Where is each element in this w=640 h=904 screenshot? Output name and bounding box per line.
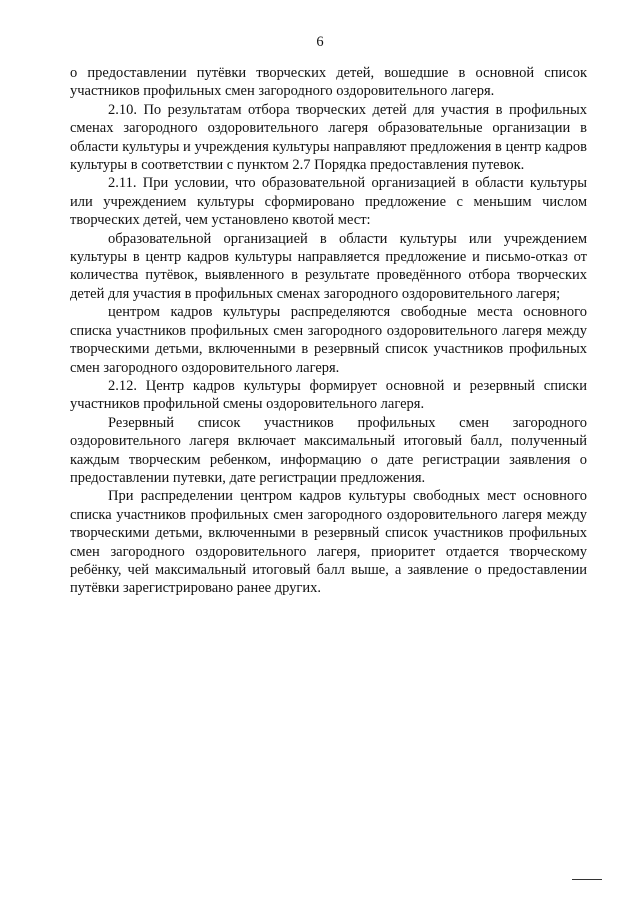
paragraph-continuation: о предоставлении путёвки творческих детей, вошедшие в основной список участников профильных смен загородного оздоровительного лагеря. (70, 65, 587, 100)
paragraph-2-12: 2.12. Центр кадров культуры формирует основной и резервный списки участников профильной смены оздоровительного лагеря. (70, 377, 587, 413)
paragraph-2-11-item-1: образовательной организацией в области культуры или учреждением культуры в центр кадров культуры направляется предложение и письмо-отказ от количества путёвок, выявленного в результате проведённого отбора творческих детей для участия в профильных сменах загородного оздоровительного лагеря; (70, 230, 587, 302)
document-body (70, 64, 587, 598)
footer-line (572, 879, 602, 880)
paragraph-priority: При распределении центром кадров культуры свободных мест основного списка участников профильных смен загородного оздоровительного лагеря между творческими детьми, включенными в резервный список участников профильных смен загородного оздоровительного лагеря, приоритет отдается творческому ребёнку, чей максимальный итоговый балл выше, а заявление о предоставлении путёвки зарегистрировано ранее других. (70, 488, 587, 597)
paragraph-2-10: 2.10. По результатам отбора творческих детей для участия в профильных сменах загородного оздоровительного лагеря образовательные организации в области культуры и учреждения культуры направляют предложения в центр кадров культуры в соответствии с пунктом 2.7 Порядка предоставления путевок. (70, 101, 587, 174)
page-number: 6 (316, 34, 324, 50)
paragraph-2-11: 2.11. При условии, что образовательной организацией в области культуры или учреждением культуры сформировано предложение с меньшим числом творческих детей, чем установлено квотой мест: (70, 175, 587, 229)
paragraph-2-11-item-2: центром кадров культуры распределяются свободные места основного списка участников профильных смен загородного оздоровительного лагеря между творческими детьми, включенными в резервный список участников профильных смен загородного оздоровительного лагеря. (70, 304, 587, 376)
paragraph-reserve-list: Резервный список участников профильных смен загородного оздоровительного лагеря включает максимальный итоговый балл, полученный каждым творческим ребенком, информацию о дате регистрации заявления о предоставлении путевки, дате регистрации предложения. (70, 414, 587, 486)
